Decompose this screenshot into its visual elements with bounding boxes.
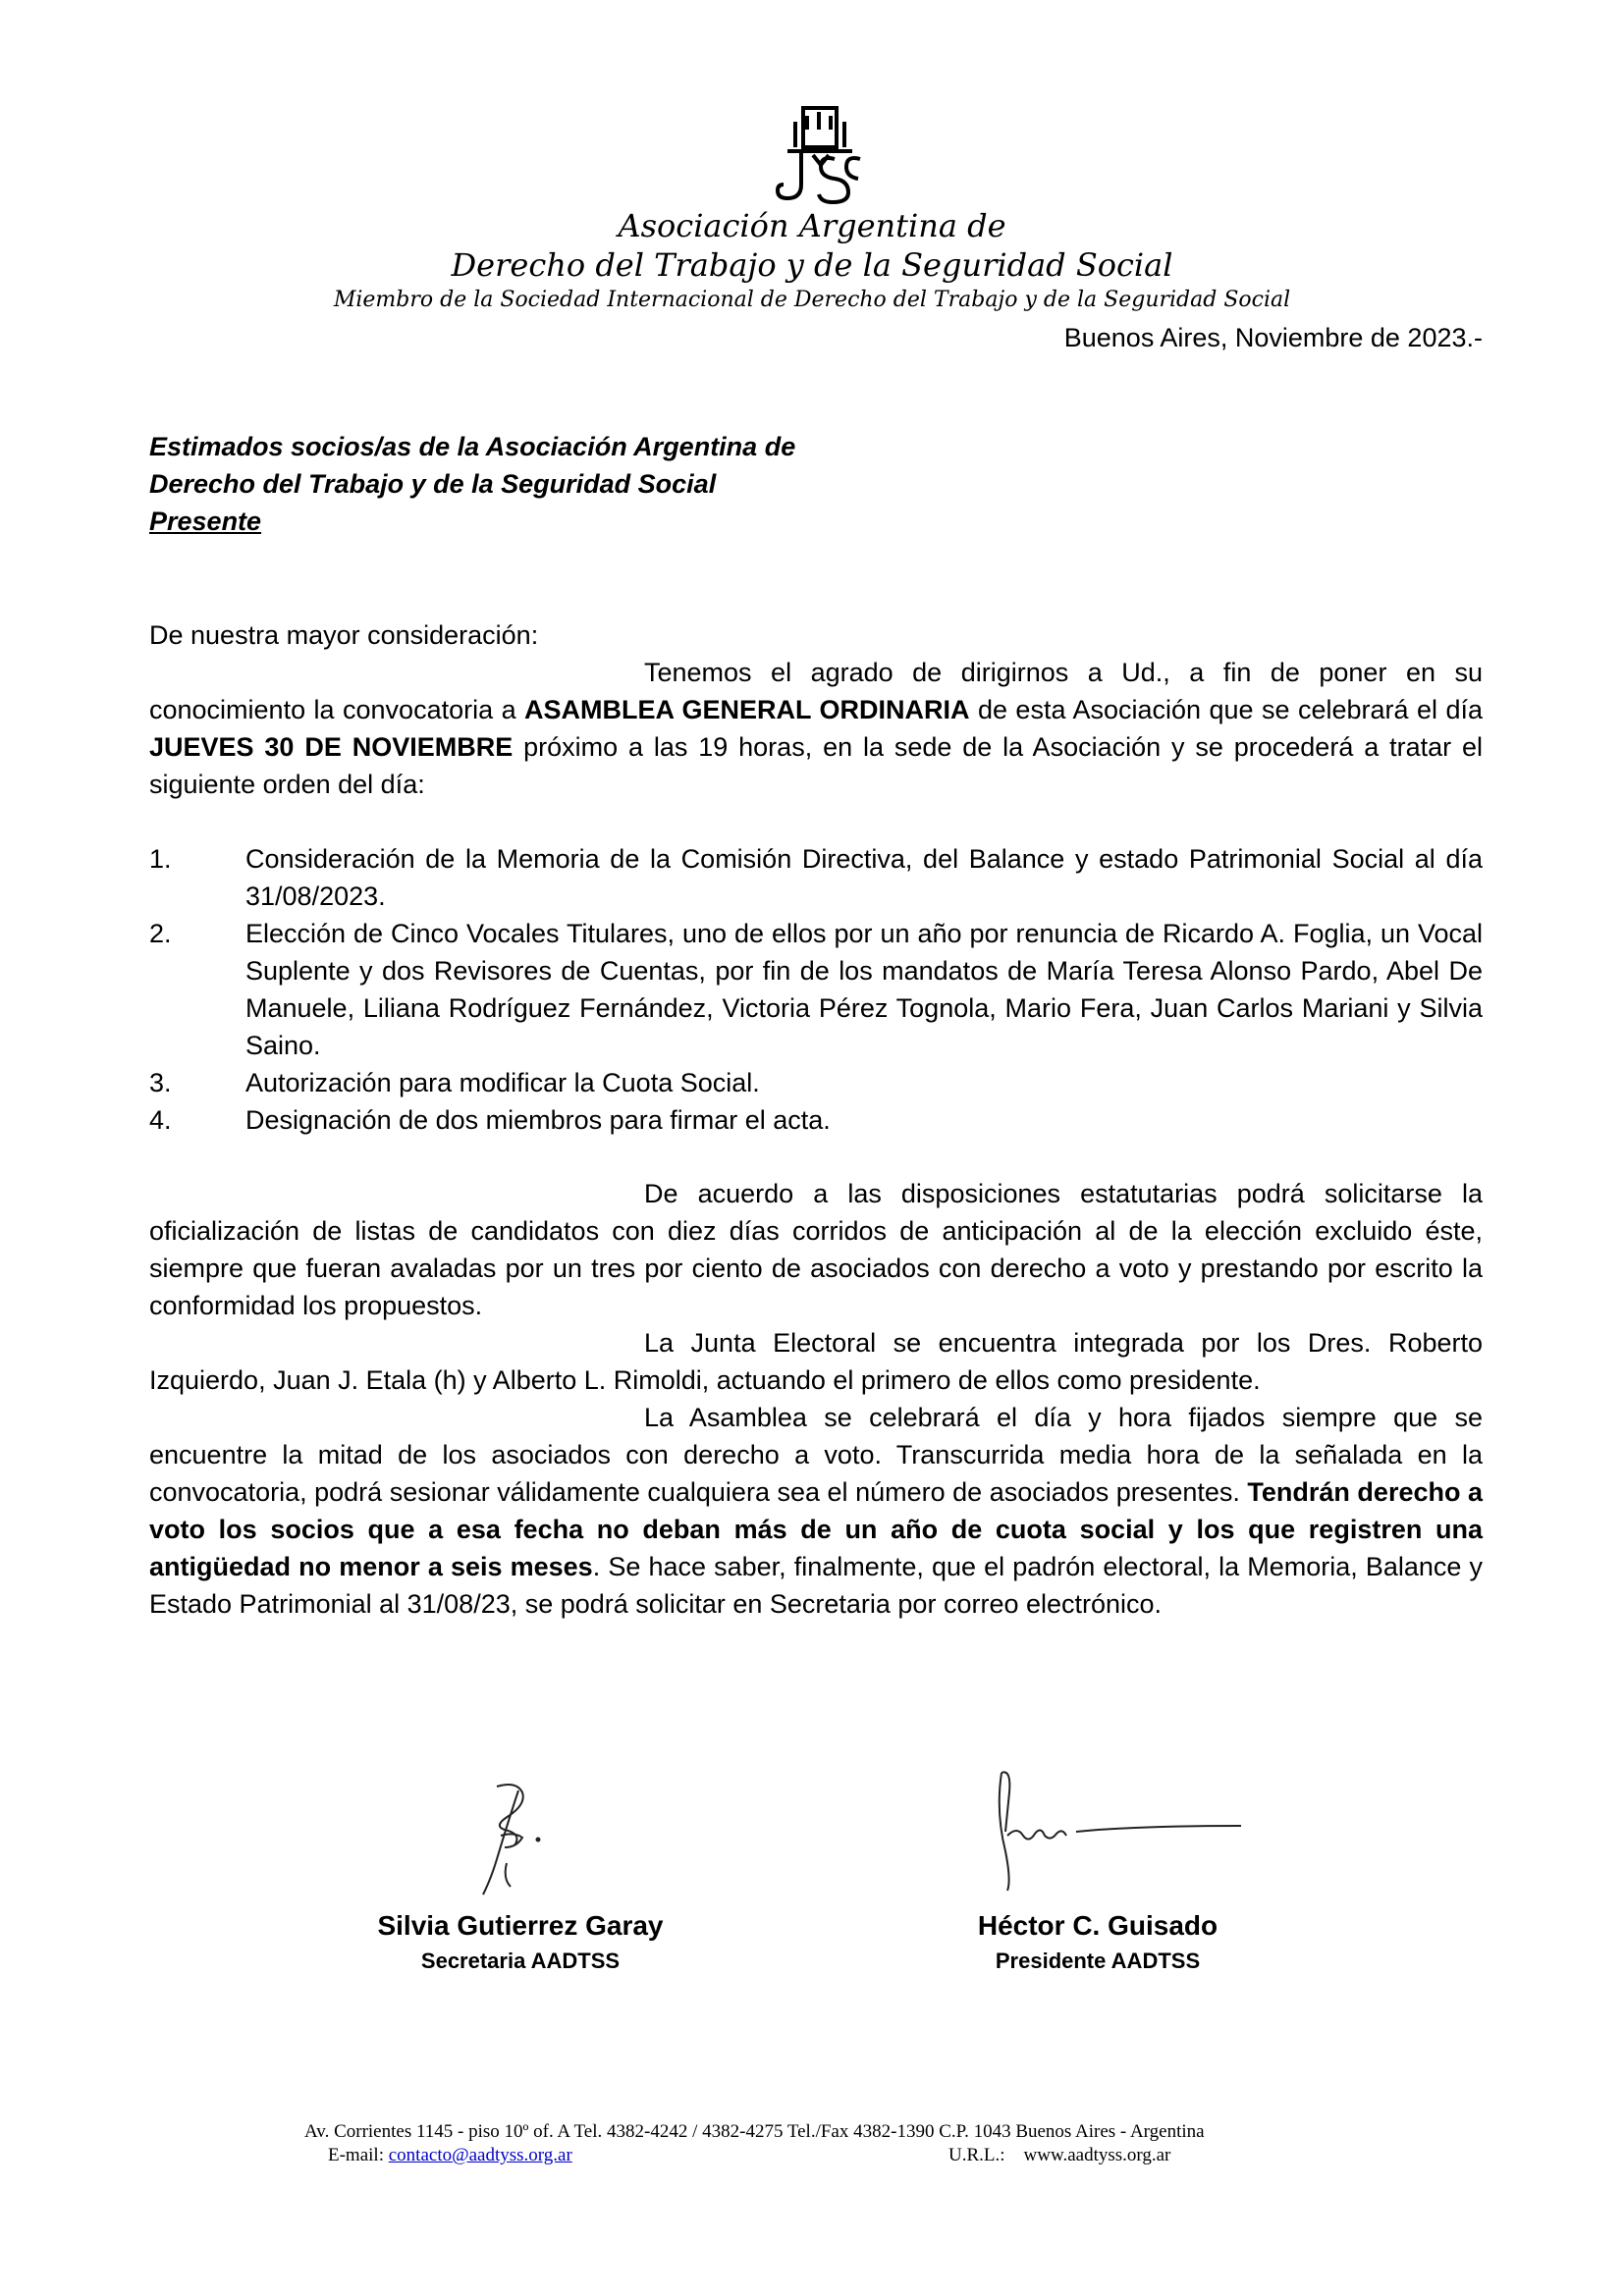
p1-text-e: próximo a las 19 horas, en la sede de la Asociación y se procederá a tratar el siguiente orden del día: bbox=[149, 732, 1483, 799]
agenda-item bbox=[149, 915, 1483, 1064]
footer-email bbox=[328, 2144, 572, 2167]
signer-role-presidente: Presidente AADTSS bbox=[995, 1949, 1201, 1973]
aadtss-logo-icon bbox=[766, 100, 874, 206]
signer-name-presidente: Héctor C. Guisado bbox=[977, 1910, 1218, 1941]
org-name-line2: Derecho del Trabajo y de la Seguridad Social bbox=[451, 246, 1173, 284]
agenda-text: Autorización para modificar la Cuota Social. bbox=[245, 1068, 760, 1097]
agenda-item bbox=[149, 1101, 1483, 1139]
p4-voting-rights: Tendrán derecho a voto los socios que a esa fecha no deban más de un año de cuota social y los que registren una antigüedad no menor a seis meses bbox=[149, 1477, 1484, 1581]
paragraph-listas: De acuerdo a las disposiciones estatutarias podrá solicitarse la oficialización de listas de candidatos con diez días corridos de anticipación al de la elección excluido éste, siempre que fueran avaladas por un tres por ciento de asociados con derecho a voto y prestando por escrito la conformidad los propuestos. bbox=[149, 1179, 1483, 1320]
addressee-block bbox=[149, 428, 795, 540]
signer-name-secretaria: Silvia Gutierrez Garay bbox=[377, 1910, 664, 1941]
p1-text-a: Tenemos el agrado de dirigirnos a Ud., a fin de poner en su conocimiento la convocatoria a bbox=[149, 658, 1483, 724]
membership-line: Miembro de la Sociedad Internacional de Derecho del Trabajo y de la Seguridad Social bbox=[333, 288, 1291, 312]
p1-assembly-date: JUEVES 30 DE NOVIEMBRE bbox=[149, 732, 514, 762]
agenda-list bbox=[149, 840, 1483, 1139]
signature-secretaria-icon bbox=[461, 1777, 560, 1904]
paragraph-convocatoria bbox=[149, 654, 1483, 803]
agenda-text: Designación de dos miembros para firmar el acta. bbox=[245, 1105, 831, 1135]
agenda-text: Consideración de la Memoria de la Comisión Directiva, del Balance y estado Patrimonial Social al día 31/08/2023. bbox=[245, 844, 1483, 911]
signer-role-secretaria: Secretaria AADTSS bbox=[420, 1949, 621, 1973]
footer-url-value: www.aadtyss.org.ar bbox=[1023, 2145, 1171, 2165]
footer-address: Av. Corrientes 1145 - piso 10º of. A Tel. 4382-4242 / 4382-4275 Tel./Fax 4382-1390 C.P. 1043 Buenos Aires - Argentina bbox=[304, 2121, 1205, 2142]
letter-date: Buenos Aires, Noviembre de 2023.- bbox=[1063, 323, 1483, 352]
org-name-line1: Asociación Argentina de bbox=[618, 207, 1006, 244]
agenda-number: 3. bbox=[149, 1068, 172, 1097]
paragraph-quorum bbox=[149, 1399, 1483, 1623]
agenda-item bbox=[149, 1064, 1483, 1101]
agenda-item bbox=[149, 840, 1483, 915]
signature-presidente-icon bbox=[982, 1767, 1247, 1895]
p4-text-a: La Asamblea se celebrará el día y hora fijados siempre que se encuentre la mitad de los asociados con derecho a voto. Transcurrida media hora de la señalada en la convocatoria, podrá sesionar válidamente cualquiera sea el número de asociados presentes. bbox=[149, 1403, 1483, 1507]
addressee-line2: Derecho del Trabajo y de la Seguridad Social bbox=[149, 469, 717, 499]
footer-url-label: U.R.L.: bbox=[948, 2145, 1005, 2165]
agenda-text: Elección de Cinco Vocales Titulares, uno de ellos por un año por renuncia de Ricardo A. Foglia, un Vocal Suplente y dos Revisores de Cuentas, por fin de los mandatos de María Teresa Alonso Pardo, Abel De Manuele, Liliana Rodríguez Fernández, Victoria Pérez Tognola, Mario Fera, Juan Carlos Mariani y Silvia Saino. bbox=[245, 919, 1483, 1060]
paragraph-junta-electoral: La Junta Electoral se encuentra integrada por los Dres. Roberto Izquierdo, Juan J. Etala (h) y Alberto L. Rimoldi, actuando el primero de ellos como presidente. bbox=[149, 1328, 1483, 1395]
footer-url bbox=[948, 2144, 1170, 2167]
agenda-number: 1. bbox=[149, 844, 172, 874]
addressee-presente: Presente bbox=[149, 507, 262, 536]
agenda-number: 2. bbox=[149, 919, 172, 948]
p1-text-c: de esta Asociación que se celebrará el día bbox=[969, 695, 1483, 724]
p1-assembly-type: ASAMBLEA GENERAL ORDINARIA bbox=[524, 695, 970, 724]
greeting: De nuestra mayor consideración: bbox=[149, 620, 539, 650]
footer-email-label: E-mail: bbox=[328, 2145, 389, 2165]
p4-text-c: . Se hace saber, finalmente, que el padrón electoral, la Memoria, Balance y Estado Patrimonial al 31/08/23, se podrá solicitar en Secretaria por correo electrónico. bbox=[149, 1552, 1484, 1619]
footer-email-link[interactable]: contacto@aadtyss.org.ar bbox=[388, 2145, 572, 2165]
addressee-line1: Estimados socios/as de la Asociación Argentina de bbox=[149, 432, 796, 461]
agenda-number: 4. bbox=[149, 1105, 172, 1135]
